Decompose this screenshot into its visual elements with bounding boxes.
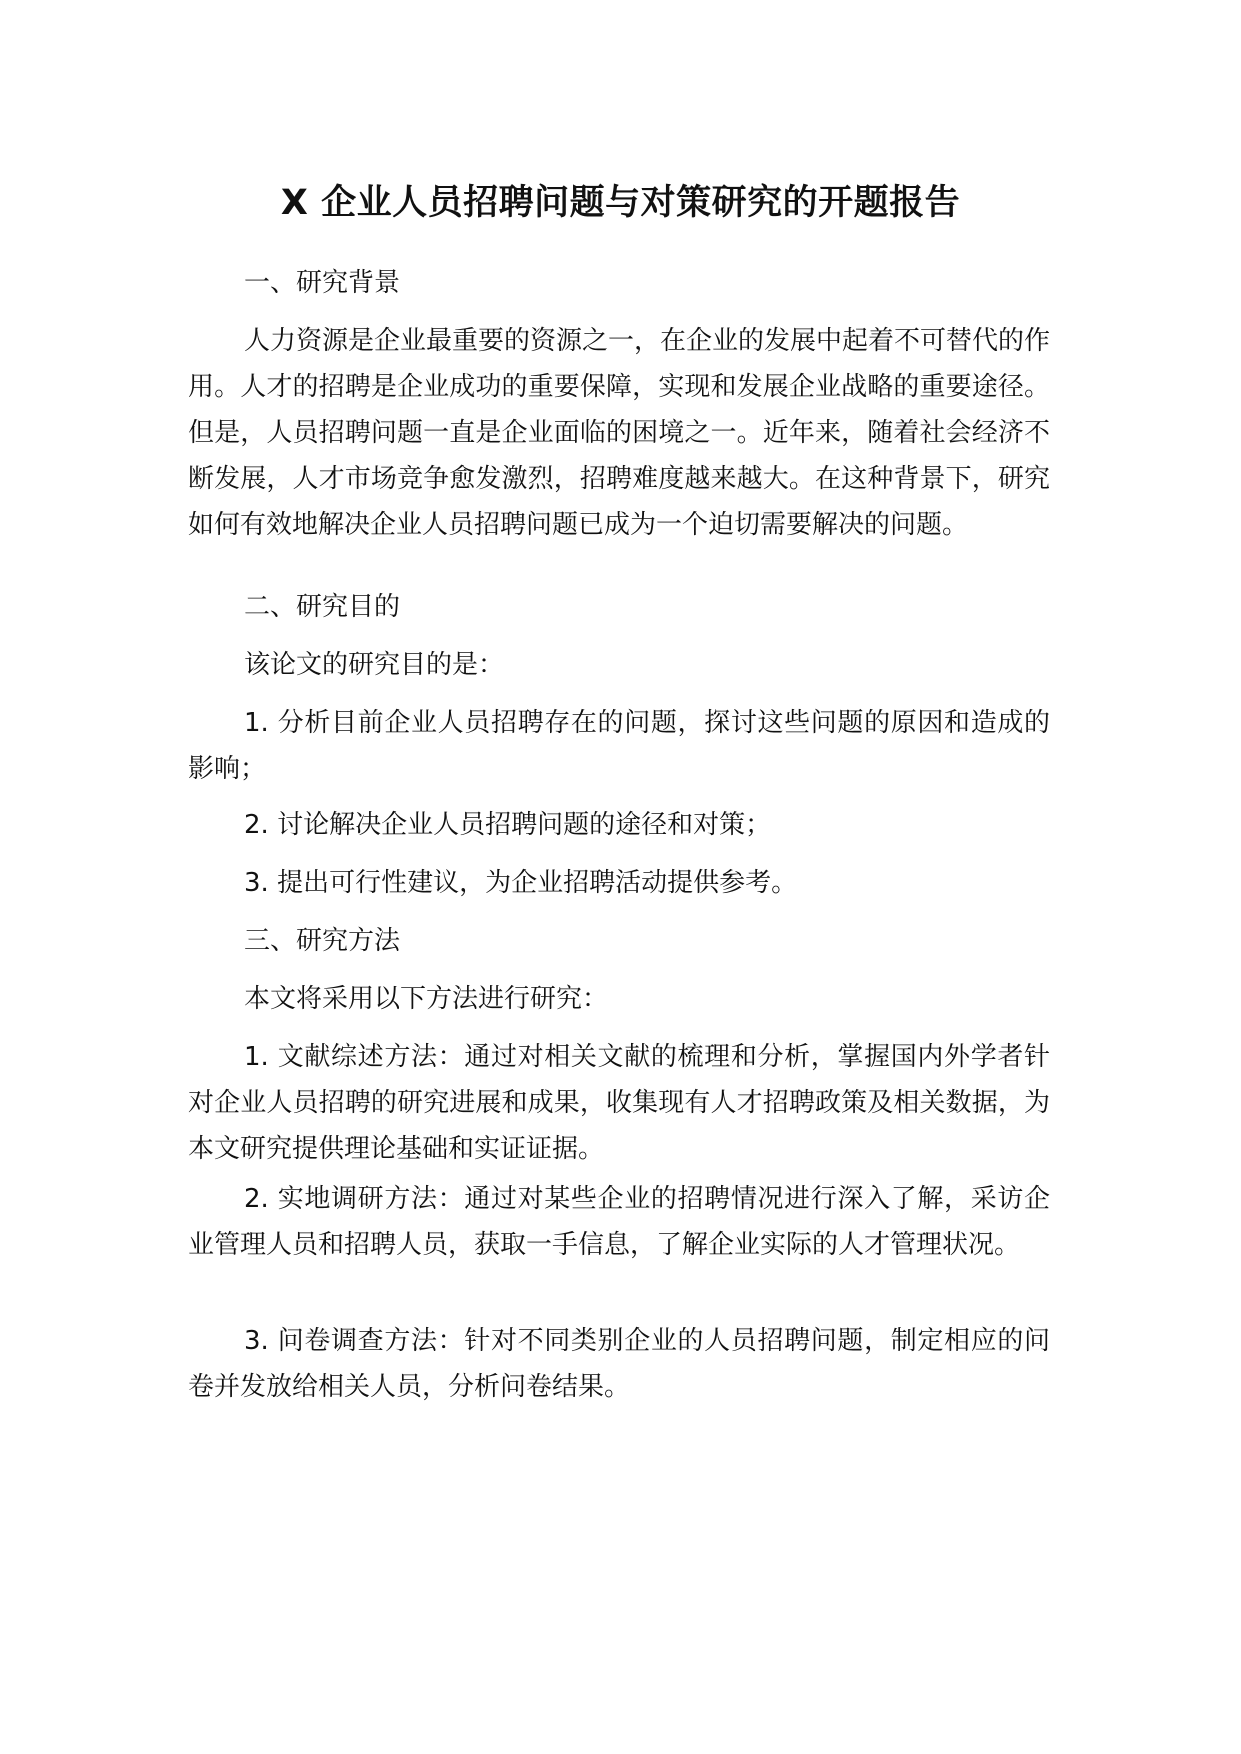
purpose-item-1: 1. 分析目前企业人员招聘存在的问题，探讨这些问题的原因和造成的影响； <box>188 708 1050 784</box>
methods-item-3: 3. 问卷调查方法：针对不同类别企业的人员招聘问题，制定相应的问卷并发放给相关人员，分析问卷结果。 <box>188 1326 1050 1402</box>
background-paragraph: 人力资源是企业最重要的资源之一，在企业的发展中起着不可替代的作用。人才的招聘是企业成功的重要保障，实现和发展企业战略的重要途径。但是，人员招聘问题一直是企业面临的困境之一。近年来，随着社会经济不断发展，人才市场竞争愈发激烈，招聘难度越来越大。在这种背景下，研究如何有效地解决企业人员招聘问题已成为一个迫切需要解决的问题。 <box>188 326 1051 540</box>
purpose-item-2: 2. 讨论解决企业人员招聘问题的途径和对策； <box>244 810 772 840</box>
section-heading-purpose: 二、研究目的 <box>244 592 401 622</box>
purpose-item-3: 3. 提出可行性建议，为企业招聘活动提供参考。 <box>244 868 798 898</box>
methods-item-2: 2. 实地调研方法：通过对某些企业的招聘情况进行深入了解，采访企业管理人员和招聘人员，获取一手信息，了解企业实际的人才管理状况。 <box>188 1184 1050 1260</box>
section-heading-background: 一、研究背景 <box>244 268 401 298</box>
purpose-intro-paragraph: 该论文的研究目的是： <box>244 650 505 680</box>
section-heading-methods: 三、研究方法 <box>244 926 401 956</box>
methods-item-1: 1. 文献综述方法：通过对相关文献的梳理和分析，掌握国内外学者针对企业人员招聘的研究进展和成果，收集现有人才招聘政策及相关数据，为本文研究提供理论基础和实证证据。 <box>188 1042 1050 1164</box>
document-title: X 企业人员招聘问题与对策研究的开题报告 <box>280 183 961 223</box>
methods-intro-paragraph: 本文将采用以下方法进行研究： <box>244 984 609 1014</box>
